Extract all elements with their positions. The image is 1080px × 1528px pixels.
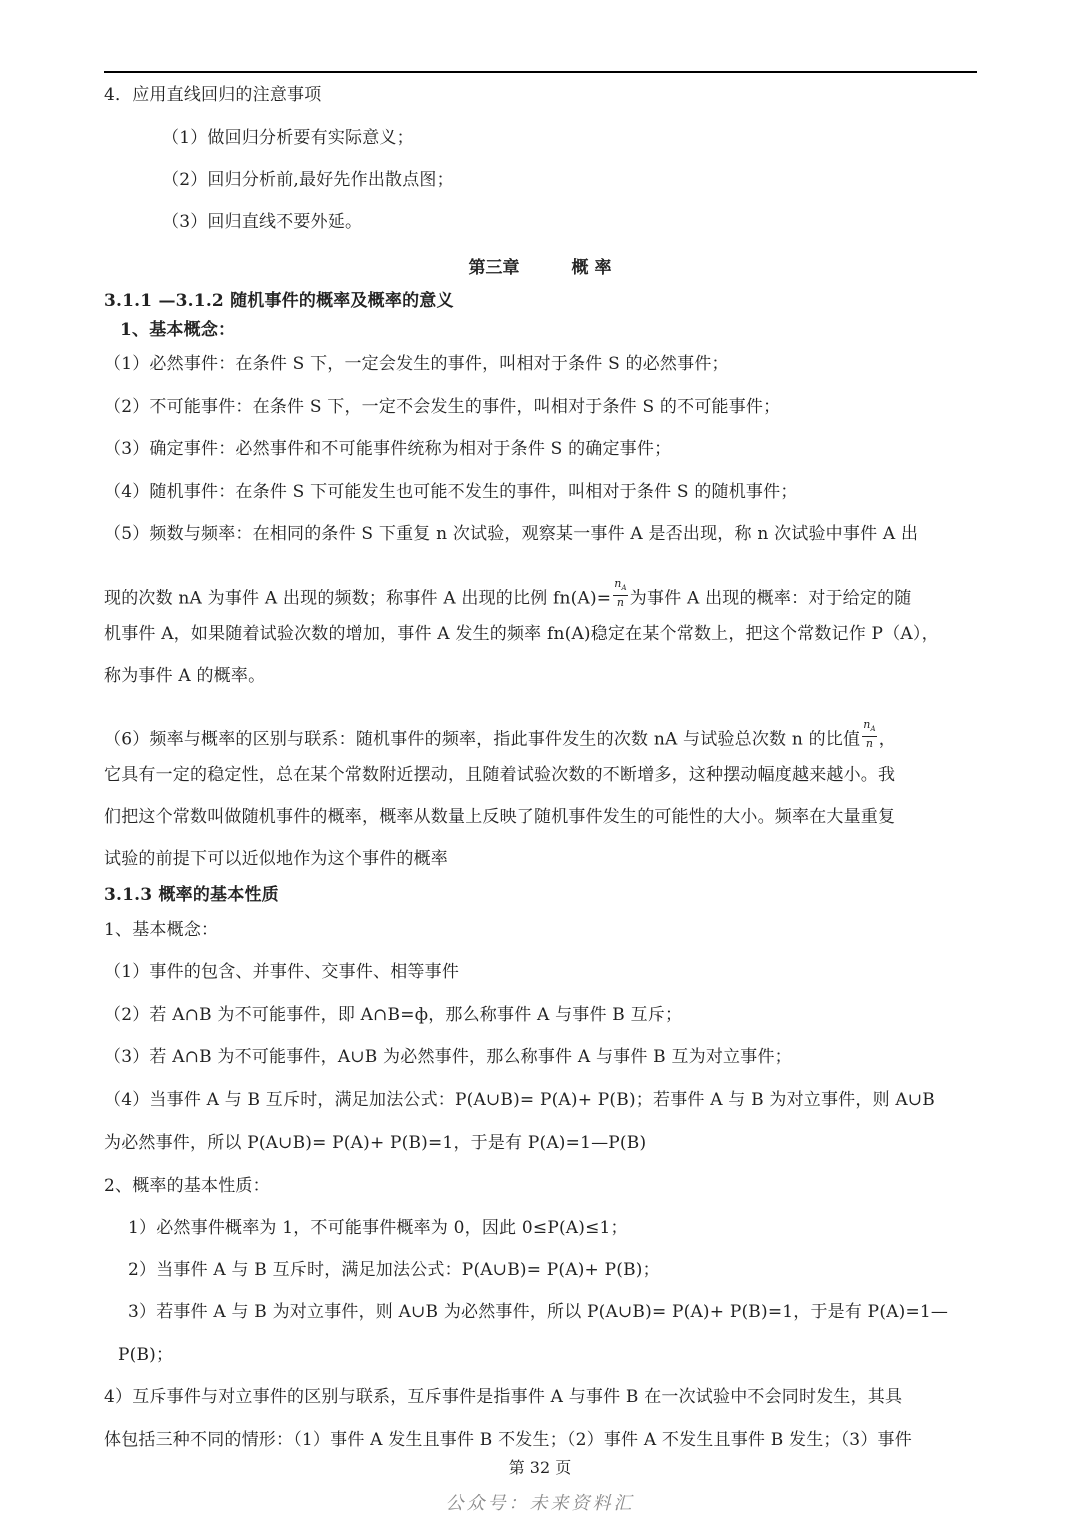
concept-line-6a-text: （6）频率与概率的区别与联系：随机事件的频率，指此事件发生的次数 nA 与试验总次数 n 的比值 [104,729,861,750]
property-line-2: （2）若 A∩B 为不可能事件，即 A∩B=ф，那么称事件 A 与事件 B 互斥； [104,1005,683,1025]
concept-line-5a: （5）频数与频率：在相同的条件 S 下重复 n 次试验，观察某一事件 A 是否出现，称 n 次试验中事件 A 出 [104,524,919,544]
fraction-numerator: n [863,718,871,731]
concept-line-6a [104,718,896,756]
watermark: 公众号：未来资料汇 [445,1493,635,1514]
concept-line-3: （3）确定事件：必然事件和不可能事件统称为相对于条件 S 的确定事件； [104,439,672,459]
basic-concepts-heading: 1、基本概念： [120,320,236,340]
concept-line-2: （2）不可能事件：在条件 S 下，一定不会发生的事件，叫相对于条件 S 的不可能事件； [104,397,781,417]
concept-line-5d: 称为事件 A 的概率。 [104,666,266,686]
page-number: 第 32 页 [508,1458,572,1477]
ratio-fraction [862,718,877,750]
section-4-item-3: （3）回归直线不要外延。 [162,212,363,232]
basic-property-3a: 3）若事件 A 与 B 为对立事件，则 A∪B 为必然事件，所以 P(A∪B)= P(A)+ P(B)=1，于是有 P(A)=1— [128,1302,949,1322]
chapter-title [0,253,1080,278]
concept-line-6a-rest: ， [878,729,896,750]
fraction-subscript: A [621,584,627,593]
basic-property-4b: 体包括三种不同的情形：（1）事件 A 发生且事件 B 不发生；（2）事件 A 不发生且事件 B 发生；（3）事件 [104,1430,912,1450]
concept-line-6c: 们把这个常数叫做随机事件的概率，概率从数量上反映了随机事件发生的可能性的大小。频率在大量重复 [104,807,896,827]
concept-line-4: （4）随机事件：在条件 S 下可能发生也可能不发生的事件，叫相对于条件 S 的随机事件； [104,482,798,502]
fraction-denominator: n [616,596,625,610]
concept-line-6b: 它具有一定的稳定性，总在某个常数附近摆动，且随着试验次数的不断增多，这种摆动幅度越来越小。我 [104,765,896,785]
chapter-name: 概 率 [571,258,612,278]
concept-line-5c: 机事件 A，如果随着试验次数的增加，事件 A 发生的频率 fn(A)稳定在某个常数上，把这个常数记作 P（A）， [104,624,939,644]
fraction-numerator: n [614,577,622,590]
concept-line-1: （1）必然事件：在条件 S 下，一定会发生的事件，叫相对于条件 S 的必然事件； [104,354,729,374]
basic-concepts-heading-2: 1、基本概念： [104,920,219,940]
property-line-4b: 为必然事件，所以 P(A∪B)= P(A)+ P(B)=1，于是有 P(A)=1—P(B) [104,1133,647,1153]
fraction-denominator: n [865,737,874,751]
basic-property-4a: 4）互斥事件与对立事件的区别与联系，互斥事件是指事件 A 与事件 B 在一次试验中不会同时发生，其具 [104,1387,903,1407]
frequency-fraction [613,577,628,609]
concept-line-5b [104,577,912,615]
section-4-title: 4．应用直线回归的注意事项 [104,85,322,105]
property-line-4a: （4）当事件 A 与 B 互斥时，满足加法公式：P(A∪B)= P(A)+ P(B)；若事件 A 与 B 为对立事件，则 A∪B [104,1090,935,1110]
section-3-1-3-heading: 3.1.3 概率的基本性质 [104,885,279,905]
basic-property-2: 2）当事件 A 与 B 互斥时，满足加法公式：P(A∪B)= P(A)+ P(B)； [128,1260,660,1280]
property-line-1: （1）事件的包含、并事件、交事件、相等事件 [104,962,460,982]
basic-property-1: 1）必然事件概率为 1，不可能事件概率为 0，因此 0≤P(A)≤1； [128,1218,628,1238]
property-line-3: （3）若 A∩B 为不可能事件，A∪B 为必然事件，那么称事件 A 与事件 B 互为对立事件； [104,1047,792,1067]
header-rule [104,71,977,73]
section-4-item-2: （2）回归分析前,最好先作出散点图； [162,170,454,190]
chapter-number: 第三章 [468,258,520,278]
section-4-item-1: （1）做回归分析要有实际意义； [162,128,414,148]
basic-properties-heading: 2、概率的基本性质： [104,1176,270,1196]
section-3-1-1-heading: 3.1.1 —3.1.2 随机事件的概率及概率的意义 [104,291,454,311]
concept-line-5b-rest: 为事件 A 出现的概率：对于给定的随 [629,588,912,609]
fraction-subscript: A [870,725,876,734]
basic-property-3b: P(B)； [118,1345,174,1365]
concept-line-5b-text: 现的次数 nA 为事件 A 出现的频数；称事件 A 出现的比例 fn(A)= [104,588,612,609]
concept-line-6d: 试验的前提下可以近似地作为这个事件的概率 [104,849,448,869]
